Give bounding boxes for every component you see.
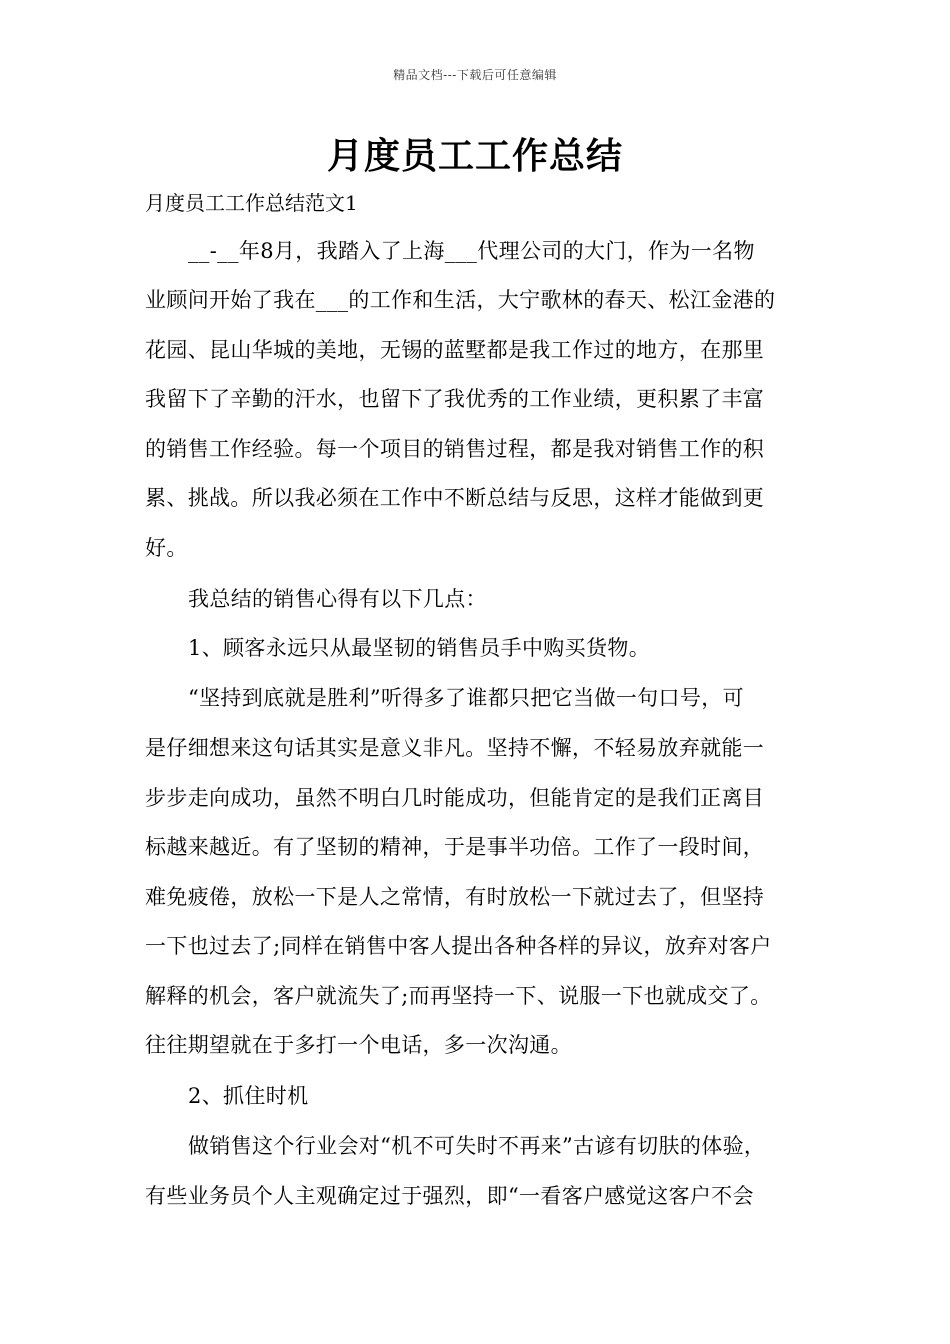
paragraph-line: 一下也过去了;同样在销售中客人提出各种各样的异议，放弃对客户	[145, 934, 772, 958]
list-heading: 2、抓住时机	[188, 1084, 309, 1108]
paragraph-line: “坚持到底就是胜利”听得多了谁都只把它当做一句口号，可	[188, 686, 744, 710]
paragraph-line: 业顾问开始了我在___的工作和生活，大宁歌林的春天、松江金港的	[145, 288, 776, 312]
paragraph-line: 累、挑战。所以我必须在工作中不断总结与反思，这样才能做到更	[145, 486, 765, 510]
paragraph-line: 步步走向成功，虽然不明白几时能成功，但能肯定的是我们正离目	[145, 786, 765, 810]
paragraph-line: 的销售工作经验。每一个项目的销售过程，都是我对销售工作的积	[145, 437, 765, 461]
list-heading: 1、顾客永远只从最坚韧的销售员手中购买货物。	[188, 636, 651, 660]
paragraph-line: 做销售这个行业会对“机不可失时不再来”古谚有切肤的体验，	[188, 1134, 766, 1158]
header-note: 精品文档---下载后可任意编辑	[393, 68, 557, 82]
paragraph-line: 花园、昆山华城的美地，无锡的蓝墅都是我工作过的地方，在那里	[145, 338, 765, 362]
paragraph-line: 好。	[145, 536, 188, 560]
paragraph-line: 我留下了辛勤的汗水，也留下了我优秀的工作业绩，更积累了丰富	[145, 387, 765, 411]
paragraph-line: 难免疲倦，放松一下是人之常情，有时放松一下就过去了，但坚持	[145, 885, 765, 909]
paragraph-line: 我总结的销售心得有以下几点：	[188, 587, 487, 611]
paragraph-line: 标越来越近。有了坚韧的精神，于是事半功倍。工作了一段时间，	[145, 835, 765, 859]
paragraph-line: __-__年8月，我踏入了上海___代理公司的大门，作为一名物	[188, 239, 755, 263]
paragraph-line: 有些业务员个人主观确定过于强烈，即“一看客户感觉这客户不会	[145, 1184, 754, 1208]
paragraph-line: 是仔细想来这句话其实是意义非凡。坚持不懈，不轻易放弃就能一	[145, 736, 765, 760]
document-subtitle: 月度员工工作总结范文1	[145, 191, 358, 215]
paragraph-line: 解释的机会，客户就流失了;而再坚持一下、说服一下也就成交了。	[145, 984, 772, 1008]
document-title: 月度员工工作总结	[326, 135, 623, 177]
paragraph-line: 往往期望就在于多打一个电话，多一次沟通。	[145, 1033, 572, 1057]
